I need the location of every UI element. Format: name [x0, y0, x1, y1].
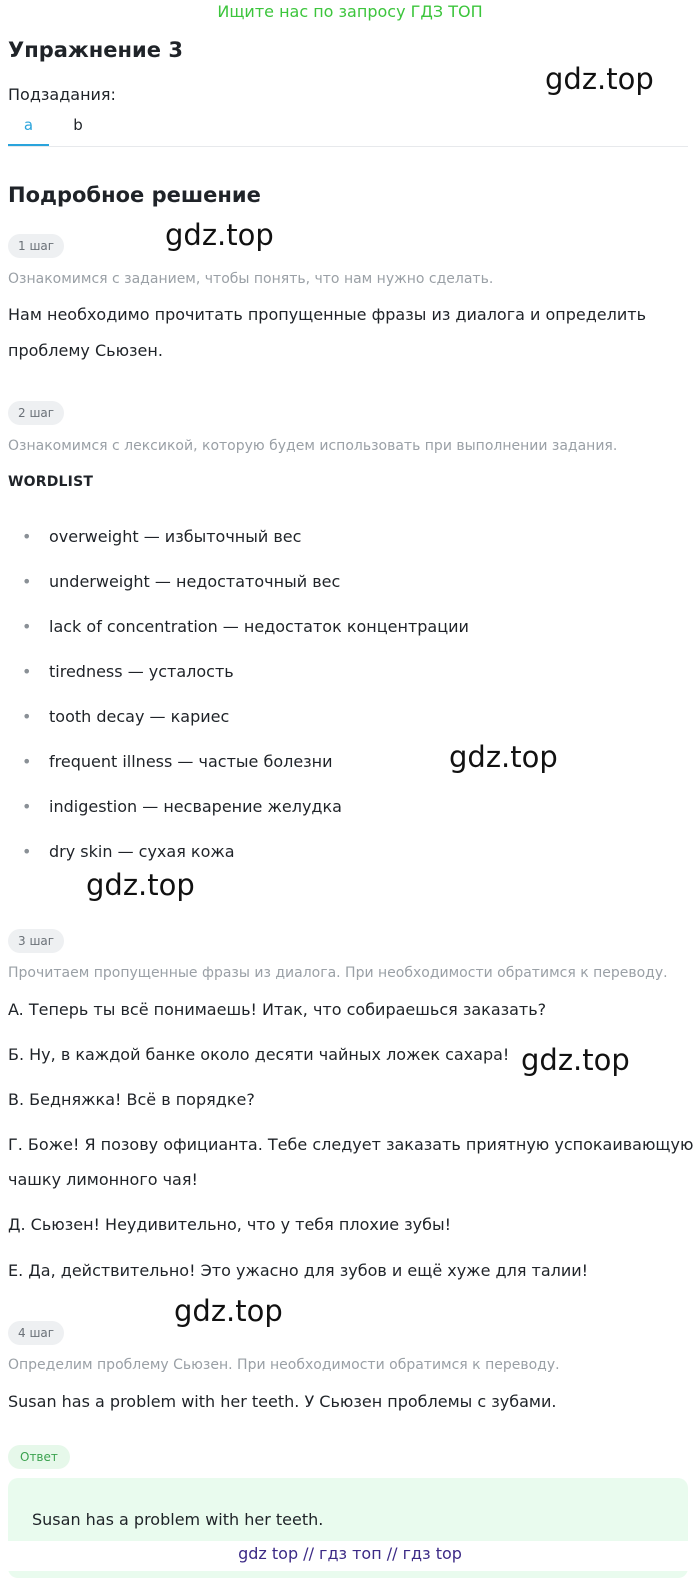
watermark-logo: gdz.top — [174, 1294, 283, 1328]
list-item — [22, 740, 469, 785]
bullet-icon: • — [22, 797, 32, 816]
list-item — [22, 695, 469, 740]
step-4-badge: 4 шаг — [8, 1321, 64, 1345]
wordlist-entry: tooth decay — кариес — [49, 707, 230, 726]
subtasks-label: Подзадания: — [8, 85, 116, 104]
step-3-hint: Прочитаем пропущенные фразы из диалога. При необходимости обратимся к переводу. — [8, 965, 668, 981]
wordlist-entry: tiredness — усталость — [49, 662, 234, 681]
wordlist-entry: underweight — недостаточный вес — [49, 572, 341, 591]
bullet-icon: • — [22, 662, 32, 681]
answer-badge: Ответ — [8, 1445, 70, 1469]
bullet-icon: • — [22, 752, 32, 771]
list-item — [22, 515, 469, 560]
list-item — [22, 560, 469, 605]
bullet-icon: • — [22, 842, 32, 861]
wordlist-entry: frequent illness — частые болезни — [49, 752, 333, 771]
answer-text: Susan has a problem with her teeth. — [32, 1510, 324, 1529]
dialog-line: чашку лимонного чая! — [8, 1170, 198, 1189]
dialog-line: Д. Сьюзен! Неудивительно, что у тебя плохие зубы! — [8, 1215, 452, 1234]
list-item — [22, 605, 469, 650]
step-4-hint: Определим проблему Сьюзен. При необходимости обратимся к переводу. — [8, 1357, 560, 1373]
dialog-line: A. Теперь ты всё понимаешь! Итак, что собираешься заказать? — [8, 1000, 547, 1019]
footer-watermark: gdz top // гдз топ // гдз top — [0, 1541, 700, 1571]
step-4-text: Susan has a problem with her teeth. У Сьюзен проблемы с зубами. — [8, 1392, 557, 1411]
watermark-logo: gdz.top — [86, 868, 195, 902]
bullet-icon: • — [22, 707, 32, 726]
bullet-icon: • — [22, 527, 32, 546]
list-item — [22, 650, 469, 695]
watermark-logo: gdz.top — [521, 1043, 630, 1077]
step-3-badge: 3 шаг — [8, 929, 64, 953]
watermark-logo: gdz.top — [545, 62, 654, 96]
dialog-line: Г. Боже! Я позову официанта. Тебе следует заказать приятную успокаивающую — [8, 1135, 694, 1154]
tab-subtask-a[interactable]: a — [8, 113, 49, 146]
step-1-hint: Ознакомимся с заданием, чтобы понять, что нам нужно сделать. — [8, 271, 494, 287]
search-promo-banner: Ищите нас по запросу ГДЗ ТОП — [217, 2, 483, 21]
page-title: Упражнение 3 — [8, 38, 183, 62]
dialog-line: В. Бедняжка! Всё в порядке? — [8, 1090, 255, 1109]
list-item — [22, 785, 469, 830]
dialog-line: Б. Ну, в каждой банке около десяти чайных ложек сахара! — [8, 1045, 510, 1064]
step-2-hint: Ознакомимся с лексикой, которую будем использовать при выполнении задания. — [8, 438, 618, 454]
bullet-icon: • — [22, 617, 32, 636]
wordlist-entry: indigestion — несварение желудка — [49, 797, 342, 816]
subtask-tabs — [8, 113, 688, 147]
tab-subtask-b[interactable]: b — [73, 116, 83, 134]
wordlist-entry: dry skin — сухая кожа — [49, 842, 235, 861]
watermark-logo: gdz.top — [449, 740, 558, 774]
solution-title: Подробное решение — [8, 183, 261, 207]
dialog-line: Е. Да, действительно! Это ужасно для зубов и ещё хуже для талии! — [8, 1261, 589, 1280]
wordlist-title: WORDLIST — [8, 474, 94, 490]
step-1-badge: 1 шаг — [8, 234, 64, 258]
wordlist-entry: overweight — избыточный вес — [49, 527, 302, 546]
wordlist — [22, 515, 469, 875]
watermark-logo: gdz.top — [165, 218, 274, 252]
bullet-icon: • — [22, 572, 32, 591]
step-1-text: Нам необходимо прочитать пропущенные фразы из диалога и определить проблему Сьюзен. — [8, 305, 647, 360]
wordlist-entry: lack of concentration — недостаток концентрации — [49, 617, 469, 636]
step-2-badge: 2 шаг — [8, 401, 64, 425]
